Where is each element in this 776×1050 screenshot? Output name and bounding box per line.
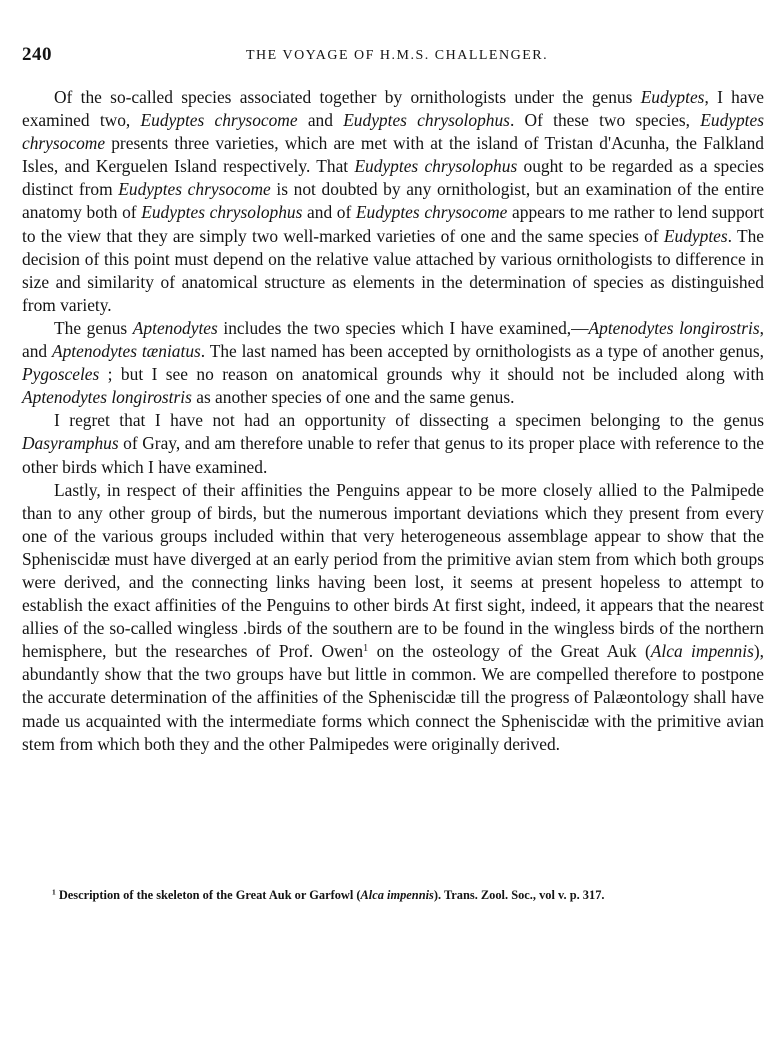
text-segment: Lastly, in respect of their affinities the Penguins appear to be more closely allied to the Palmipede than to any other group of birds, but the numerous important deviations which they present from every one of the various groups included within that very heterogeneous assemblage appear to show that the Spheniscidæ must have diverged at an early period from the primitive avian stem from which both groups were derived, and the connecting links having been lost, it seems at present hopeless to attempt to establish the exact affinities of the Penguins to other birds At first sight, indeed, it appears that the nearest allies of the so-called wingless .birds of the southern are to be found in the wingless birds of the northern hemisphere, but the researches of Prof. Owen [22, 479, 764, 662]
running-head: THE VOYAGE OF H.M.S. CHALLENGER. [246, 48, 549, 63]
italic-text-segment: Eudyptes [640, 87, 705, 107]
text-segment: , and [22, 317, 764, 362]
text-segment: and [297, 110, 344, 131]
text-segment: ; but I see no reason on anatomical grounds why it should not be included along with [99, 364, 764, 385]
text-segment: of Gray, and am therefore unable to refer that genus to its proper place with reference to the other birds which I have examined. [22, 433, 764, 477]
footnote-marker: 1 [52, 887, 56, 897]
text-segment: presents three varieties, which are met with at the island of Tristan d'Acunha, the Falkland Isles, and Kerguelen Island respectively. That [22, 133, 764, 177]
page-header [22, 44, 762, 66]
text-segment: Description of the skeleton of the Great Auk or Garfowl ( [55, 888, 361, 902]
text-segment: ), abundantly show that the two groups have but little in common. We are compelled therefore to postpone the accurate determination of the affinities of the Spheniscidæ till the progress of Palæontology shall have made us acquainted with the intermediate forms which connect the Spheniscidæ with the primitive avian stem from which both they and the other Palmipedes were originally derived. [22, 641, 764, 754]
text-segment: Of the so-called species associated together by ornithologists under the genus [54, 87, 641, 107]
italic-text-segment: Eudyptes chrysolophus [354, 156, 518, 177]
text-segment: , I have examined two, [22, 87, 764, 131]
paragraph [22, 479, 764, 756]
text-segment: . The decision of this point must depend on the relative value attached by various ornithologists to difference in size and similarity of anatomical structure as elements in the determination of species as distinguished from variety. [22, 225, 765, 315]
text-segment: includes the two species which I have examined,— [217, 317, 589, 338]
footnote-text [56, 888, 605, 902]
italic-text-segment: Eudyptes chrysocome [22, 110, 764, 154]
italic-text-segment: Aptenodytes longirostris [22, 387, 192, 408]
text-segment: as another species of one and the same genus. [191, 387, 515, 408]
italic-text-segment: Aptenodytes longirostris [588, 317, 760, 338]
italic-text-segment: Alca impennis [650, 641, 754, 662]
footnote [52, 887, 772, 903]
italic-text-segment: Pygosceles [22, 364, 100, 385]
italic-text-segment: Aptenodytes tæniatus [51, 341, 201, 362]
text-segment: The genus [54, 317, 133, 338]
italic-text-segment: Aptenodytes [132, 317, 218, 338]
paragraph [22, 86, 764, 317]
italic-text-segment: Eudyptes chrysocome [140, 110, 298, 131]
footnote-reference: 1 [363, 643, 369, 654]
italic-text-segment: Eudyptes [663, 225, 728, 246]
italic-text-segment: Eudyptes chrysocome [355, 202, 508, 223]
italic-text-segment: Eudyptes chrysocome [118, 179, 271, 200]
text-segment: on the osteology of the Great Auk ( [368, 641, 651, 662]
text-segment: . Of these two species, [509, 110, 701, 131]
body-text [22, 86, 764, 756]
italic-text-segment: Alca impennis [360, 888, 434, 902]
page-number: 240 [22, 44, 52, 65]
text-segment: ought to be regarded as a species distinct from [22, 156, 764, 200]
text-segment: and of [302, 202, 356, 223]
text-segment: is not doubted by any ornithologist, but an examination of the entire anatomy both of [22, 179, 764, 223]
paragraph [22, 409, 764, 478]
text-segment: ). Trans. Zool. Soc., vol v. p. 317. [433, 888, 605, 902]
text-segment: I regret that I have not had an opportunity of dissecting a specimen belonging to the genus [54, 410, 764, 431]
paragraph [22, 317, 764, 409]
italic-text-segment: Dasyramphus [22, 433, 119, 454]
italic-text-segment: Eudyptes chrysolophus [141, 202, 303, 223]
italic-text-segment: Eudyptes chrysolophus [343, 110, 510, 131]
text-segment: . The last named has been accepted by ornithologists as a type of another genus, [200, 341, 764, 362]
text-segment: appears to me rather to lend support to the view that they are simply two well-marked varieties of one and the same species of [22, 202, 764, 246]
